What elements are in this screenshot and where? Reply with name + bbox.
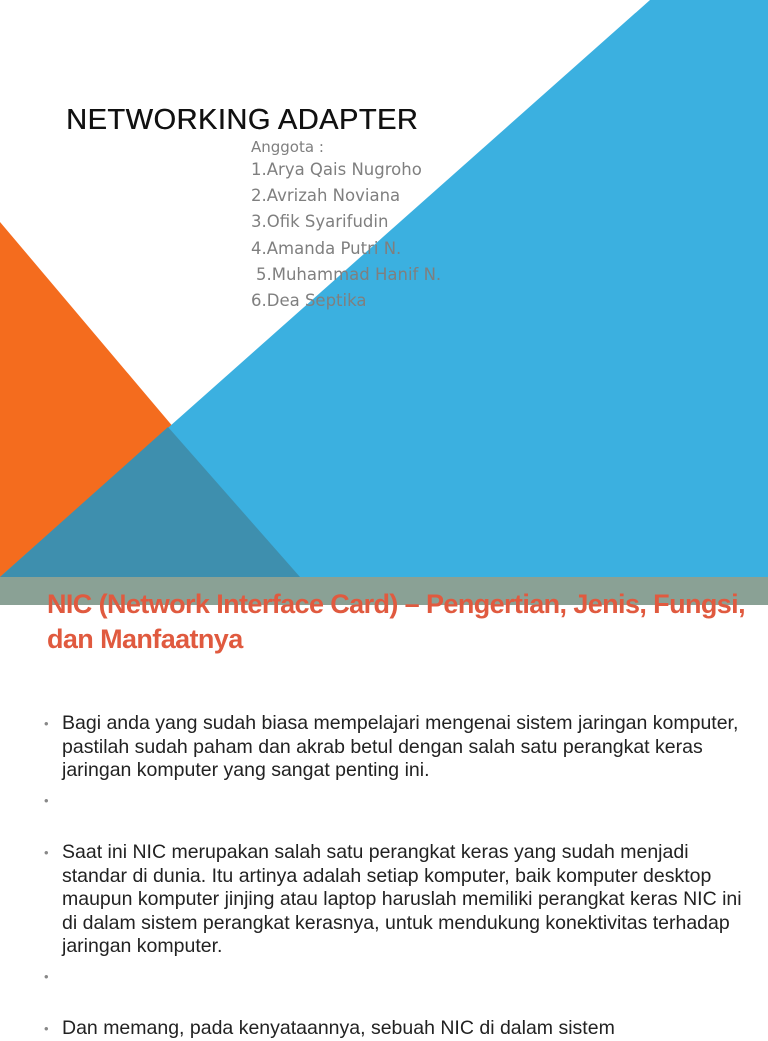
member-item: 2.Avrizah Noviana <box>251 186 401 206</box>
bullet-text: Bagi anda yang sudah biasa mempelajari mengenai sistem jaringan komputer, pastilah sudah paham dan akrab betul dengan salah satu perangkat keras jaringan komputer yang sangat penting ini. <box>62 712 739 781</box>
members-label: Anggota : <box>251 138 324 156</box>
member-item: 4.Amanda Putri N. <box>251 238 402 258</box>
bullet-item <box>44 1017 744 1041</box>
member-item: 1.Arya Qais Nugroho <box>251 160 422 179</box>
bullet-text: Saat ini NIC merupakan salah satu perangkat keras yang sudah menjadi standar di dunia. Itu artinya adalah setiap komputer, baik komputer desktop maupun komputer jinjing atau laptop haruslah memiliki perangkat keras NIC ini di dalam sistem perangkat kerasnya, untuk mendukung konektivitas terhadap jaringan komputer. <box>62 841 742 957</box>
member-item: 3.Ofik Syarifudin <box>251 212 389 232</box>
bullet-item-empty <box>44 965 744 989</box>
members-block <box>251 137 441 314</box>
bullet-item-empty <box>44 789 744 813</box>
bullet-text: Dan memang, pada kenyataannya, sebuah NIC di dalam sistem <box>62 1017 615 1039</box>
bullet-list <box>44 712 744 1041</box>
slide-title: NETWORKING ADAPTER <box>66 104 419 136</box>
bullet-dot: • <box>44 792 49 808</box>
bullet-dot: • <box>44 845 49 860</box>
bullet-dot: • <box>44 968 49 984</box>
bullet-item <box>44 712 744 783</box>
bullet-item <box>44 841 744 959</box>
content-slide-title: NIC (Network Interface Card) – Pengertian, Jenis, Fungsi, dan Manfaatnya <box>47 589 745 654</box>
bullet-dot: • <box>44 1021 49 1036</box>
bullet-dot: • <box>44 716 49 731</box>
members-list <box>251 157 441 314</box>
member-item: 6.Dea Septika <box>251 291 367 311</box>
member-item: 5.Muhammad Hanif N. <box>256 264 442 284</box>
